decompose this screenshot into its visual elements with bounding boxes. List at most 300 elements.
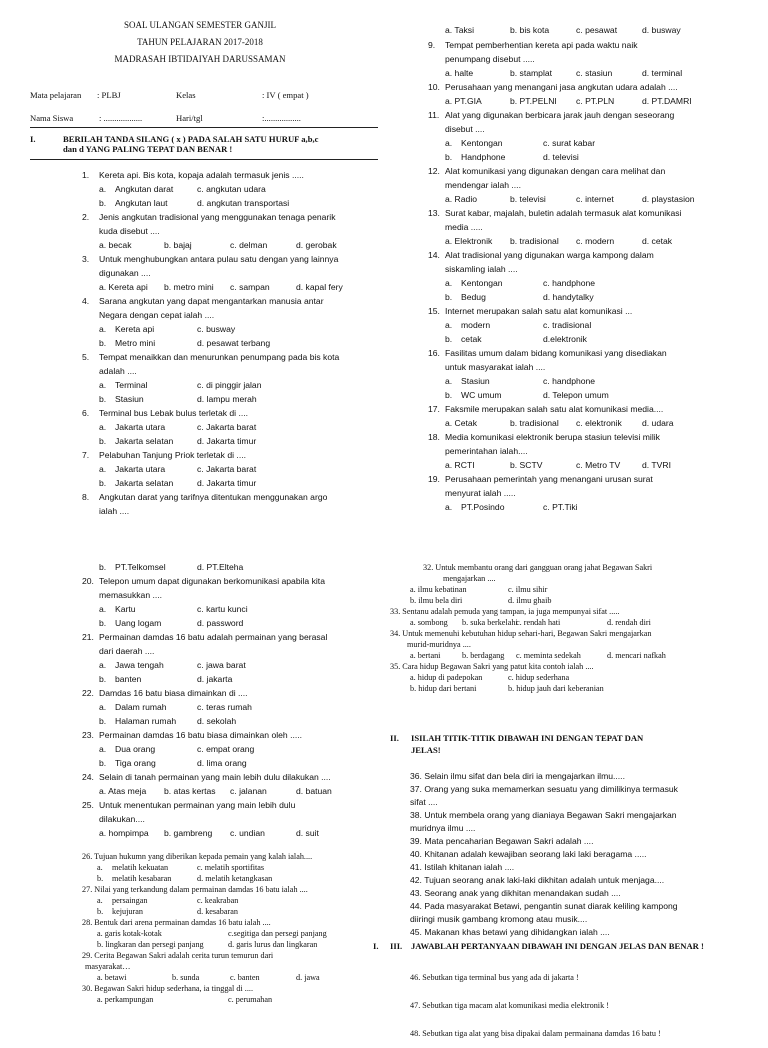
answer-option: d. jawa — [296, 973, 320, 982]
answer-option: modern — [461, 320, 491, 330]
question-text: ialah .... — [99, 506, 130, 516]
answer-option: Tiga orang — [115, 758, 156, 768]
answer-option: b. gambreng — [164, 828, 213, 838]
question-number: 7. — [82, 450, 90, 460]
answer-options — [82, 602, 382, 616]
answer-option: d. melatih ketangkasan — [197, 874, 273, 883]
short-answer-item — [410, 796, 730, 809]
question-number: 14. — [428, 250, 440, 260]
answer-option: c. modern — [576, 236, 615, 246]
answer-option: b. ilmu bela diri — [410, 596, 463, 605]
question-text-line: Cara hidup Begawan Sakri yang patut kita contoh ialah .... — [402, 662, 594, 671]
question-text: Tempat pemberhentian kereta api pada waktu naik — [445, 40, 638, 50]
answer-options — [428, 136, 728, 150]
answer-option: c. keakraban — [197, 896, 239, 905]
question-text: Makanan khas betawi yang dihidangkan ialah .... — [424, 927, 610, 937]
answer-options — [428, 416, 728, 430]
answer-option: d. rendah diri — [607, 618, 651, 627]
question-text: dilakukan.... — [99, 814, 145, 824]
answer-options — [82, 906, 382, 917]
essay-question-item — [410, 964, 730, 992]
question-text: Perusahaan pemerintah yang menangani urusan surat — [445, 474, 653, 484]
question-number: 10. — [428, 82, 440, 92]
question-text: Mata pencaharian Begawan Sakri adalah .... — [424, 836, 594, 846]
question-item — [82, 851, 382, 862]
question-number: 13. — [428, 208, 440, 218]
answer-option: d. terminal — [642, 68, 683, 78]
answer-options — [390, 584, 720, 595]
question-number: 45. — [410, 927, 422, 937]
question-number: 12. — [428, 166, 440, 176]
question-text: muridnya ilmu .... — [410, 823, 476, 833]
subject-value: : PLBJ — [97, 90, 121, 100]
answer-option: a. perkampungan — [97, 995, 154, 1004]
section-1-number: I. — [30, 134, 36, 144]
question-number: 27. — [82, 885, 93, 894]
question-text: Terminal bus Lebak bulus terletak di .... — [99, 408, 249, 418]
answer-option: c. busway — [197, 324, 236, 334]
answer-option: d. udara — [642, 418, 674, 428]
answer-options — [390, 683, 720, 694]
question-number: 26. — [82, 852, 93, 861]
question-text: Untuk menentukan permainan yang main lebih dulu — [99, 800, 296, 810]
question-number: 6. — [82, 408, 90, 418]
question-item — [82, 350, 382, 378]
answer-option: a. betawi — [97, 973, 127, 982]
answer-option: b. stamplat — [510, 68, 553, 78]
question-text — [390, 562, 720, 573]
short-answer-item — [410, 861, 730, 874]
question-text: pemerintahan ialah.... — [445, 446, 528, 456]
question-text: penumpang disebut ..... — [445, 54, 535, 64]
answer-option: b. — [97, 874, 104, 883]
question-item — [390, 628, 720, 650]
question-text: untuk masyarakat ialah .... — [445, 362, 546, 372]
answer-option: c. di pinggir jalan — [197, 380, 262, 390]
section-3-prefix: I. — [373, 941, 379, 951]
answer-option: Jawa tengah — [115, 660, 164, 670]
answer-option: a. Atas meja — [99, 786, 147, 796]
question-text-line: Untuk membantu orang dari gangguan orang jahat Begawan Sakri — [435, 563, 653, 572]
answer-option: a. halte — [445, 68, 474, 78]
question-text-line: Begawan Sakri hidup sederhana, ia tinggal di .... — [94, 984, 253, 993]
question-number: 46. — [410, 973, 421, 982]
question-19-options — [82, 560, 382, 574]
answer-option: d. suit — [296, 828, 319, 838]
answer-option: Dua orang — [115, 744, 156, 754]
answer-options — [82, 182, 382, 196]
answer-option: d. Telepon umum — [543, 390, 609, 400]
answer-option: c. rendah hati — [516, 618, 561, 627]
question-item — [428, 108, 728, 136]
question-text: disebut .... — [445, 124, 485, 134]
question-number: 40. — [410, 849, 422, 859]
question-number: 43. — [410, 888, 422, 898]
essay-question-item — [410, 992, 730, 1020]
answer-option: a. hidup di padepokan — [410, 673, 483, 682]
question-item — [428, 346, 728, 374]
header-year: TAHUN PELAJARAN 2017-2018 — [137, 37, 263, 47]
answer-option: Stasiun — [461, 376, 490, 386]
answer-option: d. pesawat terbang — [197, 338, 271, 348]
answer-options — [428, 458, 728, 472]
question-number: 23. — [82, 730, 94, 740]
answer-options — [428, 290, 728, 304]
question-text: Faksmile merupakan salah satu alat komunikasi media.... — [445, 404, 664, 414]
question-text: Sebutkan tiga terminal bus yang ada di jakarta ! — [422, 973, 579, 982]
answer-option: banten — [115, 674, 142, 684]
question-item — [82, 252, 382, 280]
answer-option: d. playstasion — [642, 194, 695, 204]
question-text: Surat kabar, majalah, buletin adalah termasuk alat komunikasi — [445, 208, 682, 218]
answer-option: c. PT.PLN — [576, 96, 615, 106]
answer-option: a. bertani — [410, 651, 441, 660]
answer-option: b. — [99, 618, 107, 628]
question-number: 44. — [410, 901, 422, 911]
question-number: 25. — [82, 800, 94, 810]
answer-option: a. — [97, 896, 103, 905]
exam-page-2 — [0, 512, 768, 1038]
answer-options — [390, 672, 720, 683]
answer-option: d. Jakarta timur — [197, 478, 257, 488]
answer-option: d. jakarta — [197, 674, 233, 684]
question-item — [390, 562, 720, 584]
question-number: 42. — [410, 875, 422, 885]
answer-option: PT.Posindo — [461, 502, 505, 512]
question-text: mendengar ialah .... — [445, 180, 521, 190]
answer-option: c. undian — [230, 828, 265, 838]
student-name-field: : .................. — [99, 113, 143, 123]
answer-option: a. — [99, 184, 107, 194]
question-text-line: murid-muridnya .... — [407, 640, 471, 649]
answer-option: Kartu — [115, 604, 136, 614]
question-text — [82, 950, 382, 961]
short-answer-item — [410, 809, 730, 822]
question-8-options — [428, 23, 728, 37]
subject-label: Mata pelajaran — [30, 90, 82, 100]
question-item — [82, 917, 382, 928]
answer-option: b. hidup jauh dari keberanian — [508, 684, 604, 693]
answer-options — [82, 873, 382, 884]
answer-option: b. hidup dari bertani — [410, 684, 477, 693]
question-text: diiringi musik gambang kromong atau musik.... — [410, 914, 588, 924]
answer-options — [428, 276, 728, 290]
answer-option: a. Cetak — [445, 418, 478, 428]
answer-option: d. PT.Elteha — [197, 562, 244, 572]
answer-option: a. — [445, 376, 453, 386]
answer-option: d. kesabaran — [197, 907, 238, 916]
answer-option: d. handytalky — [543, 292, 594, 302]
question-text: Jenis angkutan tradisional yang menggunakan tenaga penarik — [99, 212, 336, 222]
answer-option: d. TVRI — [642, 460, 671, 470]
question-item — [82, 983, 382, 994]
answer-option: d. cetak — [642, 236, 673, 246]
answer-option: c. delman — [230, 240, 268, 250]
question-item — [82, 294, 382, 322]
question-text — [390, 639, 720, 650]
question-number: 22. — [82, 688, 94, 698]
short-answer-item — [410, 848, 730, 861]
question-item — [82, 884, 382, 895]
answer-option: a. Taksi — [445, 25, 474, 35]
answer-option: Uang logam — [115, 618, 162, 628]
question-item — [82, 630, 382, 658]
question-text: Telepon umum dapat digunakan berkomunikasi apabila kita — [99, 576, 325, 586]
section-1-title-line2: dan d YANG PALING TEPAT DAN BENAR ! — [63, 144, 233, 154]
question-item — [428, 38, 728, 66]
answer-option: b. bajaj — [164, 240, 192, 250]
essay-question-list — [410, 964, 730, 1048]
question-number: 39. — [410, 836, 422, 846]
date-field: :................. — [262, 113, 301, 123]
answer-option: b. suka berkelahi — [462, 618, 518, 627]
answer-option: c. handphone — [543, 376, 596, 386]
question-item — [428, 304, 728, 318]
answer-option: Jakarta selatan — [115, 436, 174, 446]
header-title: SOAL ULANGAN SEMESTER GANJIL — [124, 20, 276, 30]
question-text — [390, 606, 720, 617]
question-text: Media komunikasi elektronik berupa stasiun televisi milik — [445, 432, 660, 442]
exam-header — [20, 17, 380, 68]
answer-options — [428, 374, 728, 388]
answer-option: b. — [99, 758, 107, 768]
section-2-title-line2: JELAS! — [411, 745, 441, 755]
answer-option: d. angkutan transportasi — [197, 198, 290, 208]
answer-option: c. pesawat — [576, 25, 618, 35]
answer-option: c. Jakarta barat — [197, 422, 257, 432]
answer-option: c. angkutan udara — [197, 184, 266, 194]
question-number: 9. — [428, 40, 436, 50]
answer-option: b. — [99, 394, 107, 404]
short-answer-item — [410, 913, 730, 926]
question-text: Internet merupakan salah satu alat komunikasi ... — [445, 306, 633, 316]
questions-9-19 — [428, 38, 728, 514]
answer-option: c. ilmu sihir — [508, 585, 548, 594]
answer-option: melatih kesabaran — [112, 874, 172, 883]
question-number: 11. — [428, 110, 440, 120]
answer-options — [82, 196, 382, 210]
answer-option: d. lima orang — [197, 758, 247, 768]
answer-options — [428, 332, 728, 346]
answer-option: c. Jakarta barat — [197, 464, 257, 474]
answer-options — [82, 756, 382, 770]
answer-options — [82, 862, 382, 873]
answer-options — [82, 994, 382, 1005]
answer-options — [428, 66, 728, 80]
answer-option: Jakarta utara — [115, 464, 166, 474]
question-number: 38. — [410, 810, 422, 820]
answer-options — [82, 434, 382, 448]
class-label: Kelas — [176, 90, 196, 100]
answer-option: d. garis lurus dan lingkaran — [228, 940, 318, 949]
answer-option: kejujuran — [112, 907, 143, 916]
question-text — [82, 961, 382, 972]
question-text — [82, 884, 382, 895]
question-number: 47. — [410, 1001, 421, 1010]
answer-option: a. — [99, 324, 107, 334]
answer-option: c. tradisional — [543, 320, 592, 330]
answer-option: d. password — [197, 618, 244, 628]
question-text — [390, 628, 720, 639]
question-text-line: mengajarkan .... — [443, 574, 496, 583]
answer-option: d. mencari nafkah — [607, 651, 666, 660]
question-text: Selain di tanah permainan yang main lebih dulu dilakukan .... — [99, 772, 331, 782]
answer-options — [82, 238, 382, 252]
answer-option: c. hidup sederhana — [508, 673, 570, 682]
answer-option: Halaman rumah — [115, 716, 177, 726]
question-text: Negara dengan cepat ialah .... — [99, 310, 215, 320]
question-text: Orang yang suka memamerkan sesuatu yang dimilikinya termasuk — [424, 784, 678, 794]
question-text: Pada masyarakat Betawi, pengantin sunat diarak keliling kampong — [424, 901, 678, 911]
question-item — [82, 168, 382, 182]
answer-options — [428, 150, 728, 164]
question-item — [428, 80, 728, 94]
question-text: Istilah khitanan ialah .... — [424, 862, 515, 872]
answer-option: b. lingkaran dan persegi panjang — [97, 940, 204, 949]
answer-option: c. stasiun — [576, 68, 613, 78]
question-text-line: Sentanu adalah pemuda yang tampan, ia juga mempunyai sifat ..... — [402, 607, 620, 616]
answer-options — [428, 94, 728, 108]
section-2-number: II. — [390, 733, 399, 743]
question-text: digunakan .... — [99, 268, 151, 278]
answer-option: b. — [445, 334, 453, 344]
question-text: Fasilitas umum dalam bidang komunikasi yang disediakan — [445, 348, 667, 358]
answer-options — [390, 595, 720, 606]
answer-options — [82, 972, 382, 983]
answer-options — [82, 280, 382, 294]
answer-option: d. ilmu ghaib — [508, 596, 552, 605]
question-number: 20. — [82, 576, 94, 586]
answer-option: b. televisi — [510, 194, 546, 204]
question-text: Alat komunikasi yang digunakan dengan cara melihat dan — [445, 166, 666, 176]
class-value: : IV ( empat ) — [262, 90, 309, 100]
answer-option: Kentongan — [461, 278, 503, 288]
question-text: Seorang anak yang dikhitan menandakan sudah .... — [424, 888, 621, 898]
short-answer-list — [410, 770, 730, 939]
header-school: MADRASAH IBTIDAIYAH DARUSSAMAN — [114, 54, 286, 64]
answer-options — [428, 318, 728, 332]
answer-option: a. Elektronik — [445, 236, 493, 246]
answer-option: b. bis kota — [510, 25, 550, 35]
questions-32-35 — [390, 562, 720, 694]
question-text: siskamling ialah .... — [445, 264, 518, 274]
question-text-line: Nilai yang terkandung dalam permainan damdas 16 batu ialah .... — [94, 885, 308, 894]
question-item — [428, 206, 728, 234]
answer-option: b. — [99, 562, 107, 572]
question-number: 16. — [428, 348, 440, 358]
answer-option: a. — [99, 702, 107, 712]
answer-option: d. batuan — [296, 786, 332, 796]
answer-options — [82, 895, 382, 906]
question-item — [390, 606, 720, 617]
answer-option: a. Kereta api — [99, 282, 148, 292]
question-number: 35. — [390, 662, 401, 671]
answer-options — [82, 476, 382, 490]
answer-option: a. Radio — [445, 194, 478, 204]
question-number: 1. — [82, 170, 90, 180]
question-number: 3. — [82, 254, 90, 264]
answer-options — [82, 784, 382, 798]
answer-option: a. — [445, 278, 453, 288]
answer-option: a. ilmu kebatinan — [410, 585, 467, 594]
question-item — [82, 210, 382, 238]
question-text-line: Cerita Begawan Sakri adalah cerita turun temurun dari — [94, 951, 274, 960]
question-number: 37. — [410, 784, 422, 794]
answer-options — [82, 714, 382, 728]
question-text-line: Tujuan hukumn yang diberikan kepada pemain yang kalah ialah.... — [94, 852, 313, 861]
answer-option: a. — [97, 863, 103, 872]
answer-option: c. handphone — [543, 278, 596, 288]
answer-options — [82, 928, 382, 939]
question-text: sifat .... — [410, 797, 438, 807]
answer-option: Angkutan laut — [115, 198, 168, 208]
question-text: Perusahaan yang menangani jasa angkutan udara adalah .... — [445, 82, 678, 92]
answer-option: c. internet — [576, 194, 614, 204]
question-text: Khitanan adalah kewajiban seorang laki laki beragama ..... — [424, 849, 647, 859]
short-answer-item — [410, 835, 730, 848]
answer-options — [82, 658, 382, 672]
question-number: 33. — [390, 607, 401, 616]
answer-option: a. RCTI — [445, 460, 475, 470]
answer-option: c. perumahan — [228, 995, 273, 1004]
answer-options — [82, 616, 382, 630]
question-number: 41. — [410, 862, 422, 872]
question-item — [428, 402, 728, 416]
answer-option: d. gerobak — [296, 240, 337, 250]
question-text: memasukkan .... — [99, 590, 163, 600]
question-item — [82, 574, 382, 602]
question-text: kuda disebut .... — [99, 226, 160, 236]
answer-option: d. busway — [642, 25, 681, 35]
question-number: 2. — [82, 212, 90, 222]
question-text: Alat yang digunakan berbicara jarak jauh dengan seseorang — [445, 110, 675, 120]
question-number: 18. — [428, 432, 440, 442]
questions-1-8 — [82, 168, 382, 518]
answer-option: b. atas kertas — [164, 786, 216, 796]
question-number: 34. — [390, 629, 401, 638]
questions-26-30 — [82, 851, 382, 1005]
answer-option: a. — [99, 744, 107, 754]
short-answer-item — [410, 822, 730, 835]
answer-options — [82, 420, 382, 434]
answer-options — [390, 650, 720, 661]
answer-option: Metro mini — [115, 338, 156, 348]
answer-option: c. jalanan — [230, 786, 267, 796]
question-item — [82, 950, 382, 972]
answer-option: persaingan — [112, 896, 148, 905]
answer-option: b. PT.PELNI — [510, 96, 557, 106]
question-text: media ..... — [445, 222, 483, 232]
question-text — [82, 917, 382, 928]
answer-option: melatih kekuatan — [112, 863, 169, 872]
answer-option: b. — [445, 390, 453, 400]
answer-option: Dalam rumah — [115, 702, 167, 712]
question-text: Sebutkan tiga alat yang bisa dipakai dalam permainana damdas 16 batu ! — [422, 1029, 661, 1038]
answer-option: a. — [445, 138, 453, 148]
question-text: dari daerah .... — [99, 646, 155, 656]
answer-options — [82, 336, 382, 350]
answer-option: c. surat kabar — [543, 138, 596, 148]
question-text: Selain ilmu sifat dan bela diri ia mengajarkan ilmu..... — [424, 771, 625, 781]
answer-option: c. jawa barat — [197, 660, 246, 670]
question-text — [390, 573, 720, 584]
answer-option: b. berdagang — [462, 651, 505, 660]
answer-option: d. kapal fery — [296, 282, 343, 292]
question-text-line: masyarakat… — [85, 962, 131, 971]
question-number: 19. — [428, 474, 440, 484]
answer-option: c.segitiga dan persegi panjang — [228, 929, 327, 938]
answer-option: a. — [99, 604, 107, 614]
